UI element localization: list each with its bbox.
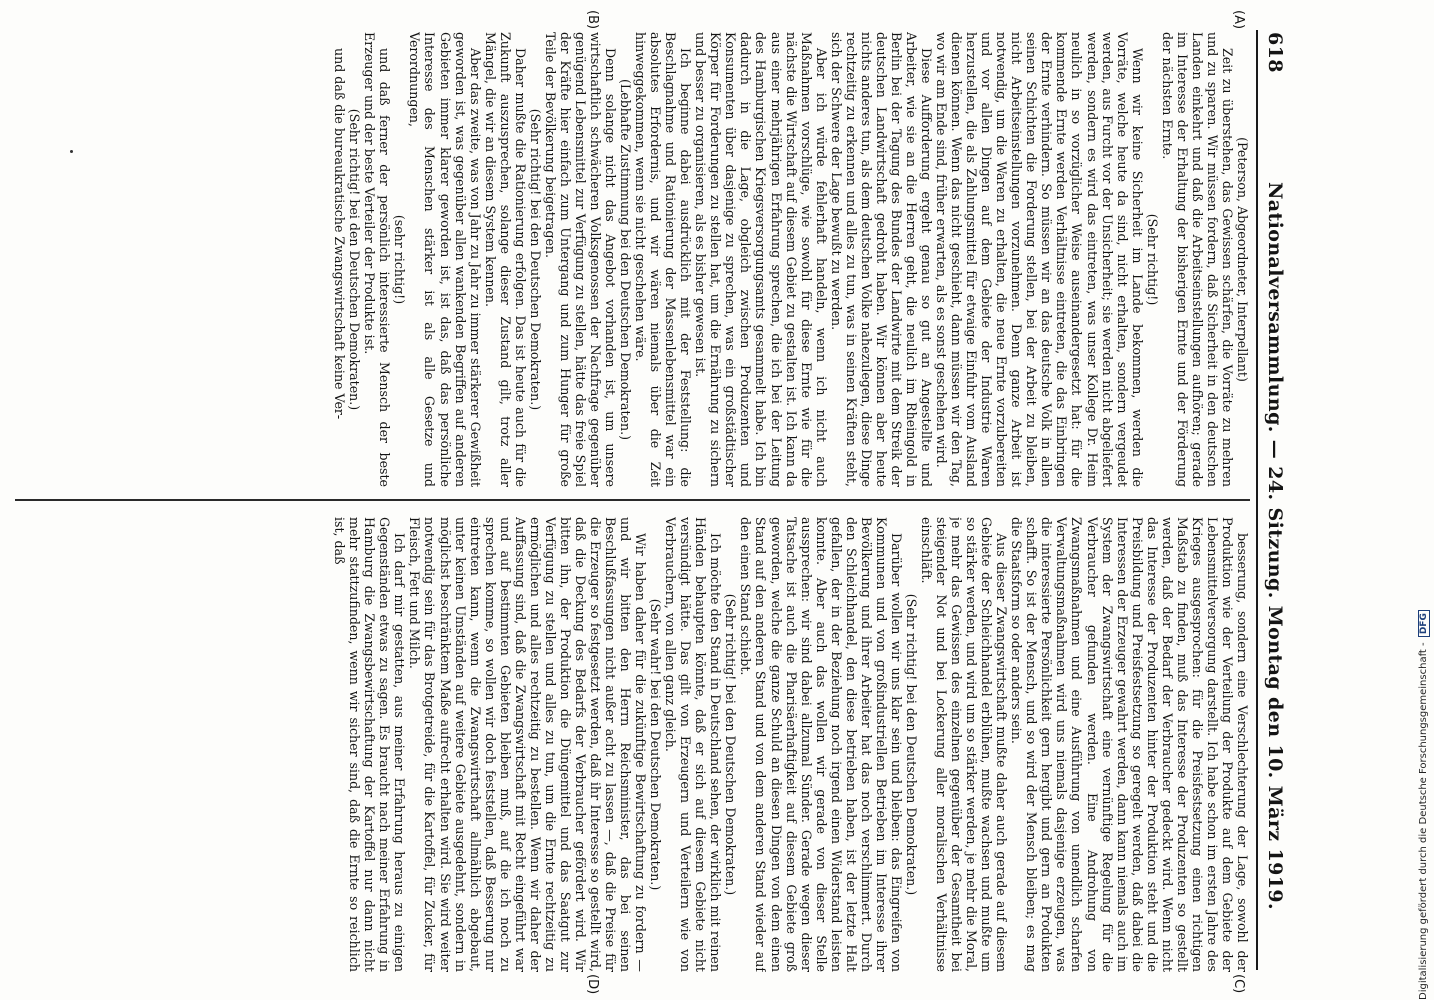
page-number: 618 bbox=[1264, 32, 1286, 73]
paragraph: (Peterson, Abgeordneter, Interpellant) bbox=[1235, 137, 1250, 382]
paragraph: Zeit zu überstehen, das Gewissen schärfen, die Vorräte zu mehren und zu sparen. Wir müssen fordern, daß Sicherheit in den deutschen Landen einkehrt und daß die Arbeitseinstellungen aufhören; gerade im Interesse der Erhaltung der bisherigen Ernte und der Förderung der nächsten Ernte. bbox=[1159, 32, 1235, 487]
column-divider bbox=[15, 499, 1250, 501]
page-title: Nationalversammlung. — 24. Sitzung. Montag den 10. März 1919. bbox=[1264, 182, 1286, 910]
interjection: (Sehr wahr! bei den Deutschen Demokraten.) bbox=[648, 598, 664, 891]
left-column bbox=[15, 32, 1250, 487]
scan-speck bbox=[70, 150, 73, 153]
paragraph: Diese Aufforderung ergeht genau so gut an Angestellte und Arbeiter, wie sie an die Herren geht, die neulich im Rheingold in Berlin bei der Tagung des Bundes der Landwirte mit dem Streik der deutschen Landwirtschaft gedroht haben. Wir können aber heute nichts anderes tun, als dem deutschen Volke nahezulegen, diese Dinge rechtzeitig zu erkennen und alles zu tun, was in seinen Kräften steht, sich der Schwere der Lage bewußt zu werden. bbox=[828, 32, 935, 487]
paragraph: Ich darf mir gestatten, aus meiner Erfahrung heraus zu einigen Gegenständen etwas zu sagen. Es braucht nach meiner Erfahrung in Hamburg die Zwangsbewirtschaftung der Kartoffel nur dann nicht mehr stattzufinden, wenn wir sicher sind, daß die Ernte so reichlich ist, daß bbox=[332, 517, 408, 972]
credit-text: Digitalisierung gefördert durch die Deutsche Forschungsgemeinschaft - bbox=[1418, 642, 1429, 1000]
paragraph: Aus dieser Zwangswirtschaft mußte daher auch gerade auf diesem Gebiete der Schleichhandel erblühen, mußte wachsen und mußte um so stärker werden, und wird um so stärker werden, je mehr die Moral, je mehr das Gewissen des einzelnen gegenüber der Gesamtheit bei steigender Not und bei Lockerung aller moralischen Verhältnisse einschläft. bbox=[919, 517, 1010, 972]
paragraph: Ich beginne dabei ausdrücklich mit der Feststellung: die Beschlagnahme und Rationierung der Massenlebensmittel war ein absolutes Erfordernis, und wir wären niemals über die Zeit hinweggekommen, wenn sie nicht geschehen wäre. bbox=[633, 32, 694, 487]
paragraph: Wenn wir keine Sicherheit im Lande bekommen, werden die Vorräte, welche heute da sind, nicht erhalten, sondern vergeudet werden, aus Furcht vor der Unsicherheit; sie werden nicht abgeliefert werden, sondern es wird das eintreten, was unser Kollege Dr. Heim neulich in so vorzüglicher Weise auseinandergesetzt hat: für die kommende Ernte werden Verhältnisse eintreten, die das Einbringen der Ernte verhindern. So müssen wir an das deutsche Volk in allen seinen Schichten die Forderung stellen, bei der Arbeit zu bleiben, nicht Arbeitseinstellungen vorzunehmen. Denn ganze Arbeit ist notwendig, um die Waren zu erhalten, die neue Ernte vorzubereiten und vor allen Dingen auf dem Gebiete der Industrie Waren herzustellen, die als Zahlungsmittel für etwaige Einfuhr vom Ausland dienen können. Wenn das nicht geschieht, dann müssen wir den Tag, wo wir am Ende sind, früher erwarten, als es sonst geschehen wird. bbox=[934, 32, 1145, 487]
interjection: (Sehr richtig!) bbox=[1144, 213, 1160, 306]
paragraph: besserung, sondern eine Verschlechterung der Lage, sowohl der Produktion wie der Verteilung der Produkte auf dem Gebiete der Lebensmittelversorgung darstellt. Ich habe schon im ersten Jahre des Krieges ausgesprochen: für die Preisfestsetzung einen richtigen Maßstab zu finden, muß das Interesse der Produzenten so gestellt werden, daß der Bedarf der Verbraucher gedeckt wird. Wenn nicht das Interesse der Produzenten hinter der Produktion steht und die Preisbildung und Preisfestsetzung so geregelt werden, daß dabei die Interessen der Erzeuger gewahrt werden, dann kann niemals auch im System der Zwangswirtschaft eine vernünftige Regelung für die Verbraucher gefunden werden. Eine Androhung von Zwangsmaßnahmen und eine Ausführung von unendlich scharfen Verwaltungsmaßnahmen wird uns niemals dasjenige erzeugen, was die interessierte Persönlichkeit gern hergibt und gern an Produkten schafft. So ist der Mensch, und so wird der Mensch bleiben; es mag die Staatsform so oder anders sein. bbox=[1009, 517, 1250, 972]
paragraph: Denn solange nicht das Angebot vorhanden ist, um unsere wirtschaftlich schwächeren Volksgenossen der Nachfrage gegenüber genügend Lebensmittel zur Verfügung zu stellen, hätte das freie Spiel der Kräfte hier einfach zum Untergang und zum Hunger für große Teile der Bevölkerung beigetragen. bbox=[542, 32, 619, 487]
interjection: (Lebhafte Zustimmung bei den Deutschen Demokraten.) bbox=[618, 78, 634, 441]
interjection: (Sehr richtig! bei den Deutschen Demokraten.) bbox=[903, 593, 919, 896]
margin-marker-a: (A) bbox=[1231, 10, 1246, 30]
dfg-logo: DFG bbox=[1418, 610, 1430, 637]
interjection: (Sehr richtig! bei den Deutschen Demokraten.) bbox=[347, 108, 363, 411]
paragraph: Wir haben daher für die zukünftige Bewirtschaftung zu fordern — und wir bitten den Herrn Reichsminister, das bei seinen Beschlußfassungen nicht außer acht zu lassen —, daß die Preise für die Erzeuger so festgesetzt werden, daß ihr Interesse so gestellt wird, daß die Deckung des Bedarfs der Verbraucher gefördert wird. Wir bitten ihn, der Produktion die Düngemittel und das Saatgut zur Verfügung zu stellen und alles zu tun, um die Ernte rechtzeitig zu ermöglichen und alles rechtzeitig zu bestellen. Wenn wir daher der Auffassung sind, daß die Zwangswirtschaft mit Recht eingeführt war und auf bestimmten Gebieten bleiben muß, auf die ich noch zu sprechen komme, so wollen wir doch feststellen, daß Besserung nur eintreten kann, wenn die Zwangswirtschaft allmählich abgebaut, unter keinen Umständen auf weitere Gebiete ausgedehnt, sondern in möglichst beschränktem Maße aufrecht erhalten wird. Sie wird weiter notwendig sein für das Brotgetreide, für die Kartoffel, für Zucker, für Fleisch, Fett und Milch. bbox=[407, 517, 649, 972]
margin-marker-b: (B) bbox=[585, 10, 600, 30]
digitization-credit bbox=[1418, 610, 1430, 1000]
interjection: (sehr richtig!) bbox=[392, 214, 408, 305]
paragraph: Daher mußte die Rationierung erfolgen. Das ist heute auch für die Zukunft auszusprechen, solange dieser Zustand gilt, trotz aller Mängel, die wir an diesem System kennen. bbox=[482, 32, 528, 487]
paragraph: Ich möchte den Stand in Deutschland sehen, der wirklich mit reinen Händen behaupten könnte, daß er sich auf diesem Gebiete nicht versündigt hätte. Das gilt von Erzeugern und Verteilern wie von Verbrauchern, von allen ganz gleich. bbox=[663, 517, 724, 972]
paragraph: und daß die bureaukratische Zwangswirtschaft keine Ver- bbox=[332, 48, 348, 420]
interjection: (Sehr richtig! bei den Deutschen Demokraten.) bbox=[723, 593, 739, 896]
paragraph: und daß ferner der persönlich interessierte Mensch der beste Erzeuger und der beste Verteiler der Produkte ist. bbox=[362, 32, 393, 487]
margin-marker-c: (C) bbox=[1231, 974, 1246, 994]
paragraph: Aber das zweite, was von Jahr zu Jahr zu immer stärkerer Gewißheit geworden ist, was gegenüber allen wankenden Begriffen auf anderen Gebieten immer klarer geworden ist, ist das, daß das persönliche Interesse des Menschen stärker ist als alle Gesetze und Verordnungen, bbox=[407, 32, 483, 487]
paragraph: Darüber wollen wir uns klar sein und bleiben: das Eingreifen von Kommunen und von großindustriellen Betrieben im Interesse ihrer Bevölkerung und ihrer Arbeiter hat das noch verschlimmert. Durch den Schleichhandel, den diese betrieben haben, ist der letzte Halt gefallen, der in der Beziehung noch irgend einen Widerstand leisten konnte. Aber auch das wollen wir gerade von dieser Stelle aussprechen: wir sind dabei allzumal Sünder. Gerade wegen dieser Tatsache ist auch die Pharisäerhaftigkeit auf diesem Gebiete groß geworden, welche die ganze Schuld an diesen Dingen von dem einen Stand auf den anderen Stand und von dem anderen Stand wieder auf den einen Stand schiebt. bbox=[738, 517, 904, 972]
interjection: (Sehr richtig! bei den Deutschen Demokraten.) bbox=[527, 108, 543, 411]
header-rule bbox=[1256, 30, 1258, 970]
paragraph: Aber ich würde fehlerhaft handeln, wenn ich nicht auch Maßnahmen vorschlüge, wie sowohl für diese Ernte wie für die nächste die Wirtschaft auf diesem Gebiet zu gestalten ist. Ich kann da aus einer mehrjährigen Erfahrung sprechen, die ich bei der Leitung des Hamburgischen Kriegsversorgungsamts gesammelt habe. Ich bin dadurch in die Lage, obgleich zwischen Produzenten und Konsumenten über dasjenige zu sprechen, was ein großstädtischer Körper für Forderungen zu stellen hat, um die Ernährung zu sichern und besser zu organisieren, als es bisher gewesen ist. bbox=[693, 32, 829, 487]
page-header bbox=[1260, 32, 1286, 968]
margin-marker-d: (D) bbox=[585, 974, 600, 995]
right-column bbox=[15, 517, 1250, 972]
scanned-page bbox=[0, 2, 1290, 998]
